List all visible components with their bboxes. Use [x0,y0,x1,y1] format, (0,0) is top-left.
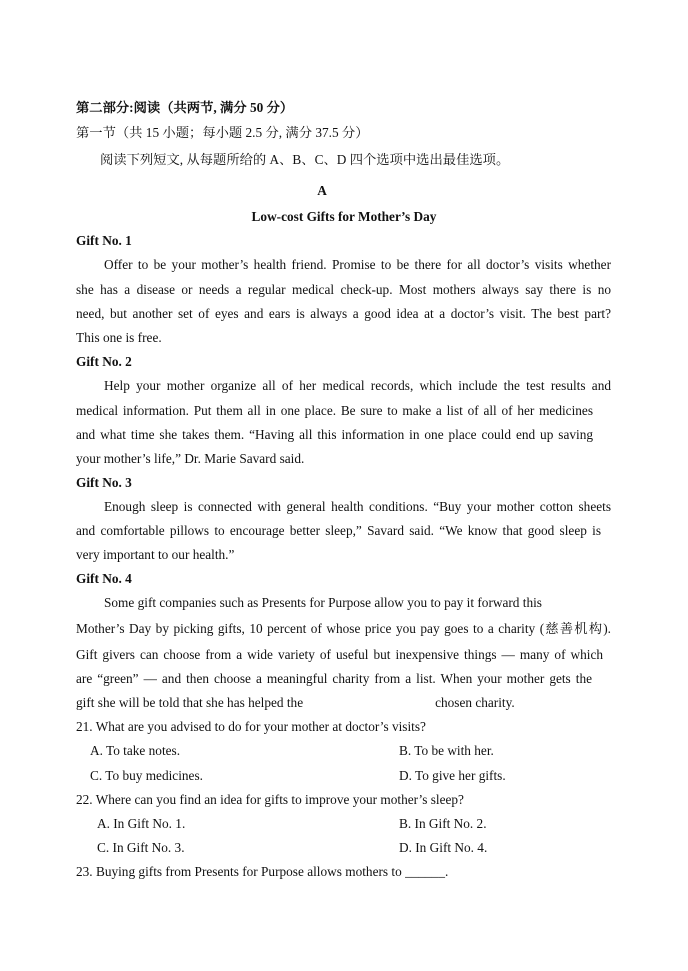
gift-text-line: are “green” — and then choose a meaningful charity from a list. When your mother gets the [76,671,592,686]
gift-text-line [76,694,515,712]
gift-text-line: need, but another set of eyes and ears is always a good idea at a doctor’s visit. The best part? [76,306,611,321]
gift-text-line: your mother’s life,” Dr. Marie Savard said. [76,451,305,466]
option-a[interactable]: A. In Gift No. 1. [97,816,186,831]
gift-text-line: very important to our health.” [76,547,235,562]
gift-text-line: she has a disease or needs a regular medical check-up. Most mothers always say there is no [76,282,611,297]
option-b[interactable]: B. In Gift No. 2. [399,816,487,831]
gift-heading: Gift No. 2 [76,354,132,369]
gift-text-segment: gift she will be told that she has helped the [76,695,304,710]
gift-text-segment: chosen charity. [435,695,515,710]
gift-heading: Gift No. 4 [76,571,132,586]
question-stem: 23. Buying gifts from Presents for Purpose allows mothers to ______. [76,864,449,879]
gift-text-line: Some gift companies such as Presents for Purpose allow you to pay it forward this [104,595,542,610]
gift-text-line: Enough sleep is connected with general health conditions. “Buy your mother cotton sheets [104,499,611,514]
question-stem: 22. Where can you find an idea for gifts to improve your mother’s sleep? [76,792,464,807]
section-subtitle: 第一节（共 15 小题；每小题 2.5 分, 满分 37.5 分） [76,125,369,140]
gift-heading: Gift No. 3 [76,475,132,490]
passage-label: A [317,183,327,198]
question-stem: 21. What are you advised to do for your mother at doctor’s visits? [76,719,426,734]
gift-heading: Gift No. 1 [76,233,132,248]
gift-text-line: medical information. Put them all in one place. Be sure to make a list of all of her medicines [76,403,593,418]
gift-text-line: Help your mother organize all of her medical records, which include the test results and [104,378,611,393]
option-d[interactable]: D. To give her gifts. [399,768,506,783]
gift-text-line: Mother’s Day by picking gifts, 10 percent of whose price you pay goes to a charity (慈善机构). [76,621,611,636]
option-b[interactable]: B. To be with her. [399,743,494,758]
gift-text-line: and what time she takes them. “Having all this information in one place could end up saving [76,427,593,442]
option-a[interactable]: A. To take notes. [90,743,181,758]
gift-text-line: This one is free. [76,330,162,345]
gift-text-line: and comfortable pillows to encourage better sleep,” Savard said. “We know that good sleep is [76,523,601,538]
option-c[interactable]: C. To buy medicines. [90,768,203,783]
passage-title: Low-cost Gifts for Mother’s Day [251,209,437,224]
section-title: 第二部分:阅读（共两节, 满分 50 分） [76,100,294,115]
gift-text-line: Offer to be your mother’s health friend. Promise to be there for all doctor’s visits whether [104,257,611,272]
gift-text-line: Gift givers can choose from a wide variety of useful but inexpensive things — many of which [76,647,603,662]
option-c[interactable]: C. In Gift No. 3. [97,840,185,855]
instructions: 阅读下列短文, 从每题所给的 A、B、C、D 四个选项中选出最佳选项。 [100,152,510,167]
option-d[interactable]: D. In Gift No. 4. [399,840,488,855]
